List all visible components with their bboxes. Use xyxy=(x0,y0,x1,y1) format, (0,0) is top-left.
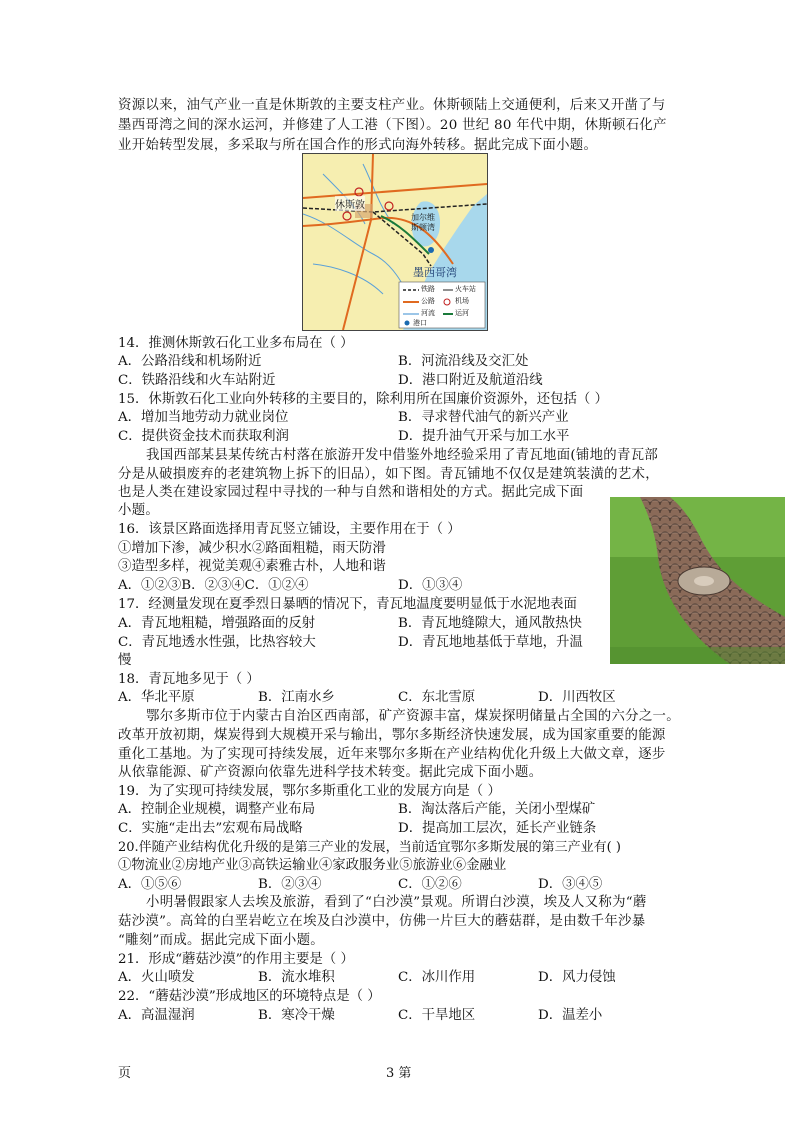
q19-option-b: B．淘汰落后产能，关闭小型煤矿 xyxy=(398,802,596,817)
passage1-line-2: 墨西哥湾之间的深水运河，并修建了人工港（下图）。20 世纪 80 年代中期，休斯顿石化产 xyxy=(118,118,667,133)
q16-option-d: D．①③④ xyxy=(398,578,463,593)
q22-stem: 22．“蘑菇沙漠”形成地区的环境特点是（ ） xyxy=(118,989,381,1004)
q21-option-a: A．火山喷发 xyxy=(118,970,195,985)
passage1-line-3: 业开始转型发展，多采取与所在国合作的形式向海外转移。据此完成下面小题。 xyxy=(118,138,598,153)
passage3-line-4: 从依靠能源、矿产资源向依靠先进科学技术转变。据此完成下面小题。 xyxy=(118,765,543,780)
q14-option-c: C．铁路沿线和火车站附近 xyxy=(118,373,276,388)
q21-stem: 21．形成“蘑菇沙漠”的作用主要是（ ） xyxy=(118,952,354,967)
q17-option-d: D．青瓦地地基低于草地，升温 xyxy=(398,635,583,650)
q22-option-a: A．高温湿润 xyxy=(118,1008,195,1023)
q17-option-a: A．青瓦地粗糙，增强路面的反射 xyxy=(118,616,316,631)
map-legend-port: 港口 xyxy=(413,319,427,327)
passage3-line-3: 重化工基地。为了实现可持续发展，近年来鄂尔多斯在产业结构优化升级上大做文章，逐步 xyxy=(118,747,666,762)
map-legend-river: 河流 xyxy=(421,309,435,317)
q16-statements-2: ③造型多样，视觉美观④素雅古朴，人地和谐 xyxy=(118,559,386,574)
q18-stem: 18．青瓦地多见于（ ） xyxy=(118,672,260,687)
footer-page-number: 3 第 xyxy=(386,1066,412,1081)
q19-stem: 19．为了实现可持续发展，鄂尔多斯重化工业的发展方向是（ ） xyxy=(118,784,501,799)
q15-option-d: D．提升油气开采与加工水平 xyxy=(398,429,570,444)
q21-option-c: C．冰川作用 xyxy=(398,970,476,985)
q22-option-d: D．温差小 xyxy=(538,1008,603,1023)
map-legend-airport: 机场 xyxy=(455,297,469,305)
q16-options-abc: A．①②③B．②③④C．①②④ xyxy=(118,578,309,593)
passage2-line-4: 小题。 xyxy=(118,503,160,518)
q20-items: ①物流业②房地产业③高铁运输业④家政服务业⑤旅游业⑥金融业 xyxy=(118,858,507,873)
q20-option-d: D．③④⑤ xyxy=(538,877,603,892)
q17-stem: 17．经测量发现在夏季烈日暴晒的情况下，青瓦地温度要明显低于水泥地表面 xyxy=(118,597,577,612)
passage1-line-1: 资源以来，油气产业一直是休斯敦的主要支柱产业。休斯顿陆上交通便利，后来又开凿了与 xyxy=(118,98,666,113)
q18-option-a: A．华北平原 xyxy=(118,690,195,705)
q20-stem: 20.伴随产业结构优化升级的是第三产业的发展，当前适宜鄂尔多斯发展的第三产业有( ) xyxy=(118,840,621,855)
map-legend-canal: 运河 xyxy=(455,309,469,317)
footer-left: 页 xyxy=(118,1066,132,1081)
map-legend-highway: 公路 xyxy=(421,297,435,305)
q14-option-d: D．港口附近及航道沿线 xyxy=(398,373,543,388)
passage2-line-2: 分是从破損废弃的老建筑物上拆下的旧品），如下图。青瓦铺地不仅仅是建筑装潢的艺术， xyxy=(118,467,659,482)
passage4-line-2: 菇沙漠”。高耸的白垩岩屹立在埃及白沙漠中，仿佛一片巨大的蘑菇群，是由数千年沙暴 xyxy=(118,914,646,929)
q19-option-d: D．提高加工层次，延长产业链条 xyxy=(398,821,597,836)
q18-option-b: B．江南水乡 xyxy=(258,690,335,705)
q18-option-d: D．川西牧区 xyxy=(538,690,616,705)
q19-option-c: C．实施“走出去”宏观布局战略 xyxy=(118,821,303,836)
q15-stem: 15．休斯敦石化工业向外转移的主要目的，除利用所在国廉价资源外，还包括（ ） xyxy=(118,392,608,407)
passage2-line-1: 我国西部某县某传统古村落在旅游开发中借鉴外地经验采用了青瓦地面(铺地的青瓦部 xyxy=(146,448,659,463)
passage4-line-1: 小明暑假跟家人去埃及旅游，看到了“白沙漠”景观。所谓白沙漠，埃及人又称为“蘑 xyxy=(146,895,647,910)
map-legend-railway: 铁路 xyxy=(421,285,435,293)
q18-option-c: C．东北雪原 xyxy=(398,690,476,705)
q20-option-b: B．②③④ xyxy=(258,877,322,892)
q16-statements-1: ①增加下渗，减少积水②路面粗糙，雨天防滑 xyxy=(118,541,386,556)
q15-option-c: C．提供资金技术而获取利润 xyxy=(118,429,289,444)
map-city-label: 休斯敦 xyxy=(335,196,365,211)
q15-option-a: A．增加当地劳动力就业岗位 xyxy=(118,410,289,425)
map-bay-label-2: 斯顿湾 xyxy=(411,223,435,232)
q19-option-a: A．控制企业规模，调整产业布局 xyxy=(118,802,316,817)
q20-option-a: A．①⑤⑥ xyxy=(118,877,182,892)
map-legend-station: 火车站 xyxy=(455,285,476,293)
q17-option-b: B．青瓦地缝隙大，通风散热快 xyxy=(398,616,582,631)
q21-option-b: B．流水堆积 xyxy=(258,970,335,985)
passage2-line-3: 也是人类在建设家园过程中寻找的一种与自然和谐相处的方式。据此完成下面 xyxy=(118,485,584,500)
q14-option-a: A．公路沿线和机场附近 xyxy=(118,354,262,369)
q14-option-b: B．河流沿线及交汇处 xyxy=(398,354,529,369)
passage3-line-1: 鄂尔多斯市位于内蒙古自治区西南部，矿产资源丰富，煤炭探明储量占全国的六分之一。 xyxy=(146,709,680,724)
tile-path-photo xyxy=(610,497,785,664)
q22-option-b: B．寒冷干燥 xyxy=(258,1008,335,1023)
q17-option-d-continued: 慢 xyxy=(118,653,132,668)
map-bay-label-1: 加尔维 xyxy=(411,213,435,222)
q14-stem: 14．推测休斯敦石化工业多布局在（ ） xyxy=(118,336,354,351)
q20-option-c: C．①②⑥ xyxy=(398,877,462,892)
q17-option-c: C．青瓦地透水性强，比热容较大 xyxy=(118,635,316,650)
passage3-line-2: 改革开放初期，煤炭得到大规模开采与输出，鄂尔多斯经济快速发展，成为国家重要的能源 xyxy=(118,728,666,743)
q15-option-b: B．寻求替代油气的新兴产业 xyxy=(398,410,569,425)
q21-option-d: D．风力侵蚀 xyxy=(538,970,616,985)
q22-option-c: C．干旱地区 xyxy=(398,1008,476,1023)
q16-stem: 16．该景区路面选择用青瓦竖立铺设，主要作用在于（ ） xyxy=(118,522,461,537)
passage4-line-3: “雕刻”而成。据此完成下面小题。 xyxy=(118,933,324,948)
map-gulf-label: 墨西哥湾 xyxy=(413,266,457,279)
houston-map-figure xyxy=(302,153,488,331)
